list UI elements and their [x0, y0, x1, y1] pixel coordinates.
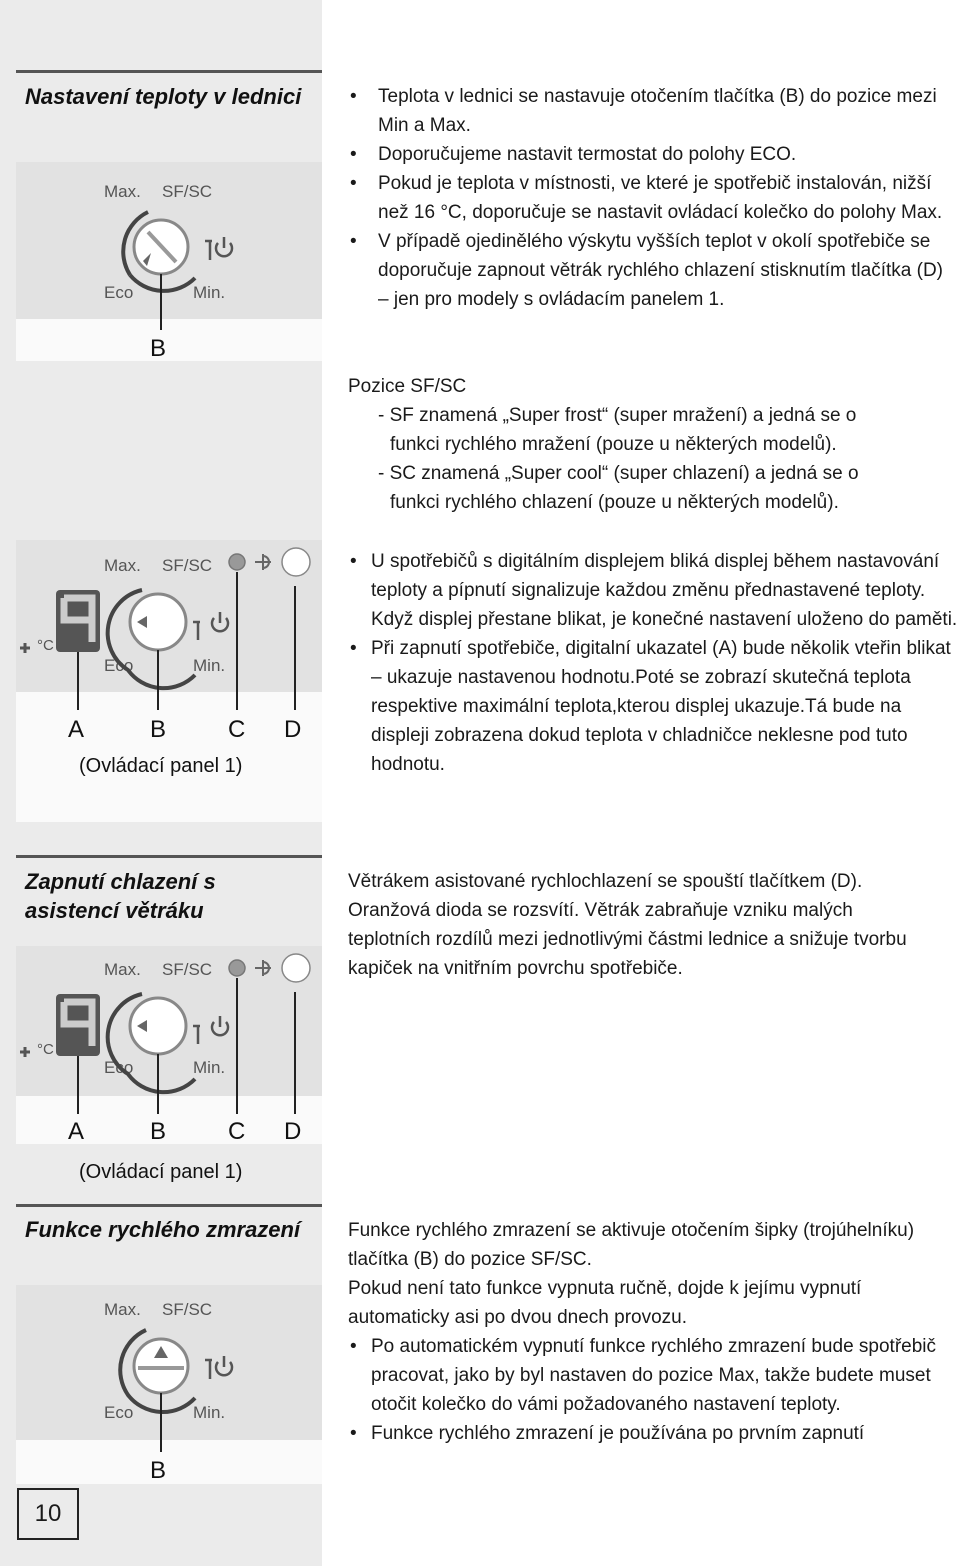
led-indicator	[229, 554, 245, 570]
label-sfsc: SF/SC	[162, 182, 213, 201]
thermostat-knob-diagram	[0, 1280, 322, 1480]
page-number: 10	[17, 1488, 79, 1540]
power-icon	[205, 1360, 212, 1379]
section-rule	[16, 1204, 322, 1207]
section-rule	[16, 855, 322, 858]
section-text-display	[348, 547, 958, 779]
panel-caption: (Ovládací panel 1)	[79, 1161, 243, 1183]
label-celsius: °C	[37, 637, 54, 654]
bullet-item: • U spotřebičů s digitálním displejem bliká displej během nastavování teploty a pípnutí signalizuje každou změnu přednastavené teploty. Když displej přestane blikat, je konečné nastavení uloženo do paměti.	[348, 547, 958, 634]
sfsc-heading: Pozice SF/SC	[348, 376, 467, 397]
panel-caption: (Ovládací panel 1)	[79, 755, 243, 777]
bullet-item: • Teplota v lednici se nastavuje otočením tlačítka (B) do pozice mezi Min a Max.	[348, 82, 948, 140]
sfsc-explanation: Pozice SF/SC - SF znamená „Super frost“ (super mražení) a jedná se o funkci rychlého mražení (pouze u některých modelů). - SC znamená „Super cool“ (super chlazení) a jedná se o funkci rychlého chlazení (pouze u některých modelů).	[348, 372, 948, 517]
bullet-item: • Při zapnutí spotřebiče, digitalní ukazatel (A) bude několik vteřin blikat – ukazuje nastavenou hodnotu.Poté se zobrazí skutečná teplota respektive maximální teplota,kterou displej ukazuje.Tá bude na displeji zobrazena dokud teplota v chladničce neklesne pod tuto hodnotu.	[348, 634, 958, 779]
section-text-fast-freeze: Funkce rychlého zmrazení se aktivuje otočením šipky (trojúhelníku) tlačítka (B) do pozice SF/SC. Pokud není tato funkce vypnuta ručně, dojde k jejímu vypnutí automaticky asi po dvou dnech provozu. • Po automatickém vypnutí funkce rychlého zmrazení bude spotřebič pracovat, jako by byl nastaven do pozice Max, takže budete muset otočit kolečko do vámi požadovaného nastavení teploty. • Funkce rychlého zmrazení je používána po prvním zapnutí	[348, 1216, 958, 1448]
section-title-temperature: Nastavení teploty v lednici	[25, 84, 302, 109]
section-title-fan-cooling: Zapnutí chlazení s asistencí větráku	[25, 869, 216, 923]
label-a: A	[68, 716, 85, 743]
fan-button	[282, 954, 310, 982]
thermostat-knob-diagram	[0, 0, 322, 380]
digital-panel-graphics	[0, 530, 322, 730]
bullet-item: • Po automatickém vypnutí funkce rychlého zmrazení bude spotřebič pracovat, jako by byl nastaven do pozice Max, takže budete muset otočit kolečko do vámi požadovaného nastavení teploty.	[348, 1332, 958, 1419]
label-c: C	[228, 716, 246, 743]
fan-icon	[255, 960, 271, 976]
bullet-item: • Funkce rychlého zmrazení je používána po prvním zapnutí	[348, 1419, 958, 1448]
led-indicator	[229, 960, 245, 976]
digital-panel-graphics	[0, 934, 322, 1134]
label-b: B	[150, 1457, 167, 1484]
label-b: B	[150, 1118, 167, 1145]
label-a: A	[68, 1118, 85, 1145]
label-d: D	[284, 1118, 302, 1145]
label-d: D	[284, 716, 302, 743]
label-b: B	[150, 335, 167, 362]
bullet-item: • V případě ojedinělého výskytu vyšších teplot v okolí spotřebiče se doporučuje zapnout větrák rychlého chlazení stisknutím tlačítka (D) – jen pro modely s ovládacím panelem 1.	[348, 227, 948, 314]
label-celsius: °C	[37, 1041, 54, 1058]
fan-button	[282, 548, 310, 576]
label-min: Min.	[193, 283, 226, 302]
fan-snow-icon	[20, 643, 30, 653]
label-b: B	[150, 716, 167, 743]
label-c: C	[228, 1118, 246, 1145]
bullet-item: • Doporučujeme nastavit termostat do polohy ECO.	[348, 140, 948, 169]
label-eco: Eco	[104, 283, 134, 302]
label-max: Max.	[104, 182, 141, 201]
bullet-item: • Pokud je teplota v místnosti, ve které je spotřebič instalován, nižší než 16 °C, doporučuje se nastavit ovládací kolečko do polohy Max.	[348, 169, 948, 227]
section-text-temperature	[348, 82, 948, 314]
section-title-fast-freeze: Funkce rychlého zmrazení	[25, 1217, 301, 1242]
fan-icon	[255, 554, 271, 570]
fan-snow-icon	[20, 1047, 30, 1057]
power-icon	[205, 241, 212, 260]
section-text-fan-cooling: Větrákem asistované rychlochlazení se spouští tlačítkem (D). Oranžová dioda se rozsvítí. Větrák zabraňuje vzniku malých teplotních rozdílů mezi jednotlivými částmi lednice a snižuje tvorbu kapiček na vnitřním povrchu spotřebiče.	[348, 871, 907, 979]
